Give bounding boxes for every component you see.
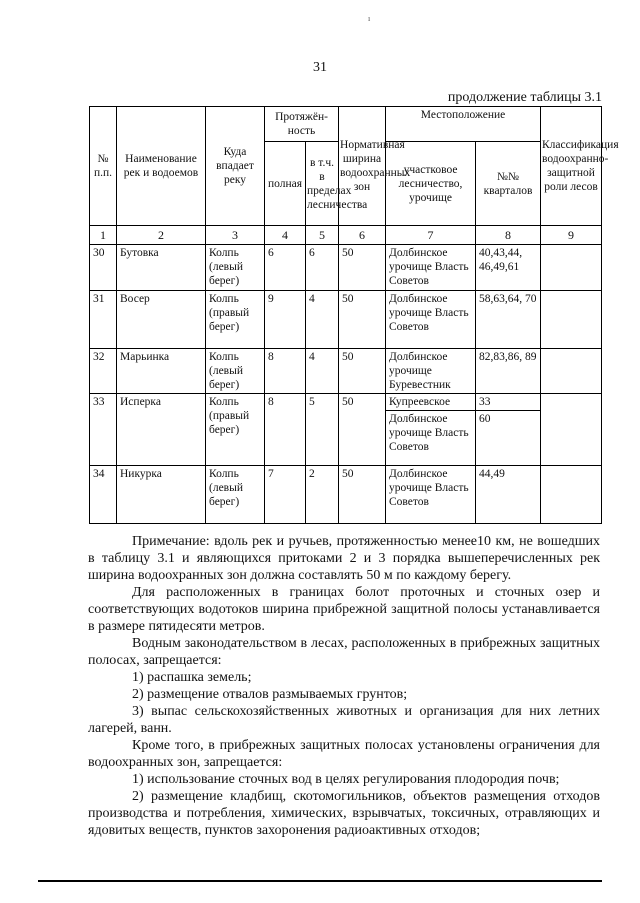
row-quarters: 58,63,64, 70 [476,291,541,349]
paragraph: Водным законодательством в лесах, расположенных в прибрежных защитных полосах, запрещается: [88,636,600,668]
list-item: 1) распашка земель; [132,670,252,685]
row-length-full: 8 [265,394,306,466]
list-item: 3) выпас сельскохозяйственных животных и организация для них летних лагерей, ванн. [88,704,600,736]
bottom-rule [38,880,602,882]
header-num: № п.п. [90,107,117,226]
row-length-full: 6 [265,245,306,291]
column-number: 3 [206,226,265,245]
row-length-forest: 4 [306,349,339,394]
row-flows: Колпь (левый берег) [206,349,265,394]
body-text [88,533,600,839]
row-location: Купреевское [386,394,475,411]
row-location-split [386,394,476,466]
row-width: 50 [339,245,386,291]
list-item: 2) размещение кладбищ, скотомогильников, объектов размещения отходов производства и потребления, химических, взрывчатых, токсичных, отравляющих и ядовитых веществ, пунктов захоронения радиоактивных отходов; [88,789,600,838]
paragraph: Для расположенных в границах болот проточных и сточных озер и соответствующих водотоков ширина прибрежной защитной полосы устанавливается в размере пятидесяти метров. [88,585,600,634]
row-location: Долбинское урочище Власть Советов [389,413,469,453]
row-name: Марьинка [117,349,206,394]
column-number: 9 [541,226,602,245]
row-class [541,466,602,524]
header-class: Классификация водоохранно-защитной роли лесов [541,107,602,226]
row-num: 31 [90,291,117,349]
table-row [90,291,602,349]
header-length-full: полная [265,142,306,226]
header-width: Нормативная ширина водоохранных зон [339,107,386,226]
row-num: 32 [90,349,117,394]
paragraph: Кроме того, в прибрежных защитных полосах установлены ограничения для водоохранных зон, запрещается: [88,738,600,770]
note-paragraph: Примечание: вдоль рек и ручьев, протяженностью менее10 км, не вошедших в таблицу 3.1 и являющихся притоками 2 и 3 порядка вышеперечисленных рек ширина водоохранных зон должна составлять 50 м по каждому берегу. [88,534,600,583]
row-name: Никурка [117,466,206,524]
row-class [541,394,602,466]
row-width: 50 [339,291,386,349]
row-num: 30 [90,245,117,291]
column-numbers-row [90,226,602,245]
table-caption: продолжение таблицы 3.1 [447,90,602,105]
row-width: 50 [339,349,386,394]
rivers-table [89,106,619,524]
column-number: 5 [306,226,339,245]
row-width: 50 [339,466,386,524]
column-number: 4 [265,226,306,245]
row-class [541,245,602,291]
row-location: Долбинское урочище Власть Советов [386,291,476,349]
row-length-forest: 2 [306,466,339,524]
row-location: Долбинское урочище Власть Советов [386,466,476,524]
header-name: Наименование рек и водоемов [117,107,206,226]
row-location: Долбинское урочище Буревестник [386,349,476,394]
list-item: 1) использование сточных вод в целях регулирования плодородия почв; [132,772,560,787]
row-length-forest: 4 [306,291,339,349]
table-row [90,349,602,394]
scan-mark: ı [368,14,371,23]
row-name: Бутовка [117,245,206,291]
row-name: Восер [117,291,206,349]
column-number: 2 [117,226,206,245]
column-number: 6 [339,226,386,245]
row-quarters: 44,49 [476,466,541,524]
page-number: 31 [313,60,327,75]
header-location-forest: участковое лесничество, урочище [386,142,476,226]
row-quarters-split [476,394,541,466]
row-width: 50 [339,394,386,466]
row-length-full: 7 [265,466,306,524]
row-quarters: 60 [479,413,491,425]
row-quarters: 33 [476,394,540,411]
row-class [541,291,602,349]
row-quarters: 40,43,44, 46,49,61 [476,245,541,291]
row-quarters: 82,83,86, 89 [476,349,541,394]
row-flows: Колпь (правый берег) [206,291,265,349]
row-flows: Колпь (левый берег) [206,245,265,291]
column-number: 1 [90,226,117,245]
row-num: 33 [90,394,117,466]
row-num: 34 [90,466,117,524]
header-length-forest: в т.ч. в пределах лесничества [306,142,339,226]
row-length-forest: 5 [306,394,339,466]
row-length-full: 9 [265,291,306,349]
table-row [90,245,602,291]
header-length: Протяжён-ность [265,107,339,142]
column-number: 7 [386,226,476,245]
header-location-quarters: №№ кварталов [476,142,541,226]
table-row [90,466,602,524]
header-flows: Куда впадает реку [206,107,265,226]
column-number: 8 [476,226,541,245]
row-class [541,349,602,394]
row-length-full: 8 [265,349,306,394]
header-location: Местоположение [386,107,541,142]
row-length-forest: 6 [306,245,339,291]
table-row [90,394,602,466]
row-name: Исперка [117,394,206,466]
list-item: 2) размещение отвалов размываемых грунтов; [132,687,408,702]
row-flows: Колпь (левый берег) [206,466,265,524]
row-location: Долбинское урочище Власть Советов [386,245,476,291]
row-flows: Колпь (правый берег) [206,394,265,466]
